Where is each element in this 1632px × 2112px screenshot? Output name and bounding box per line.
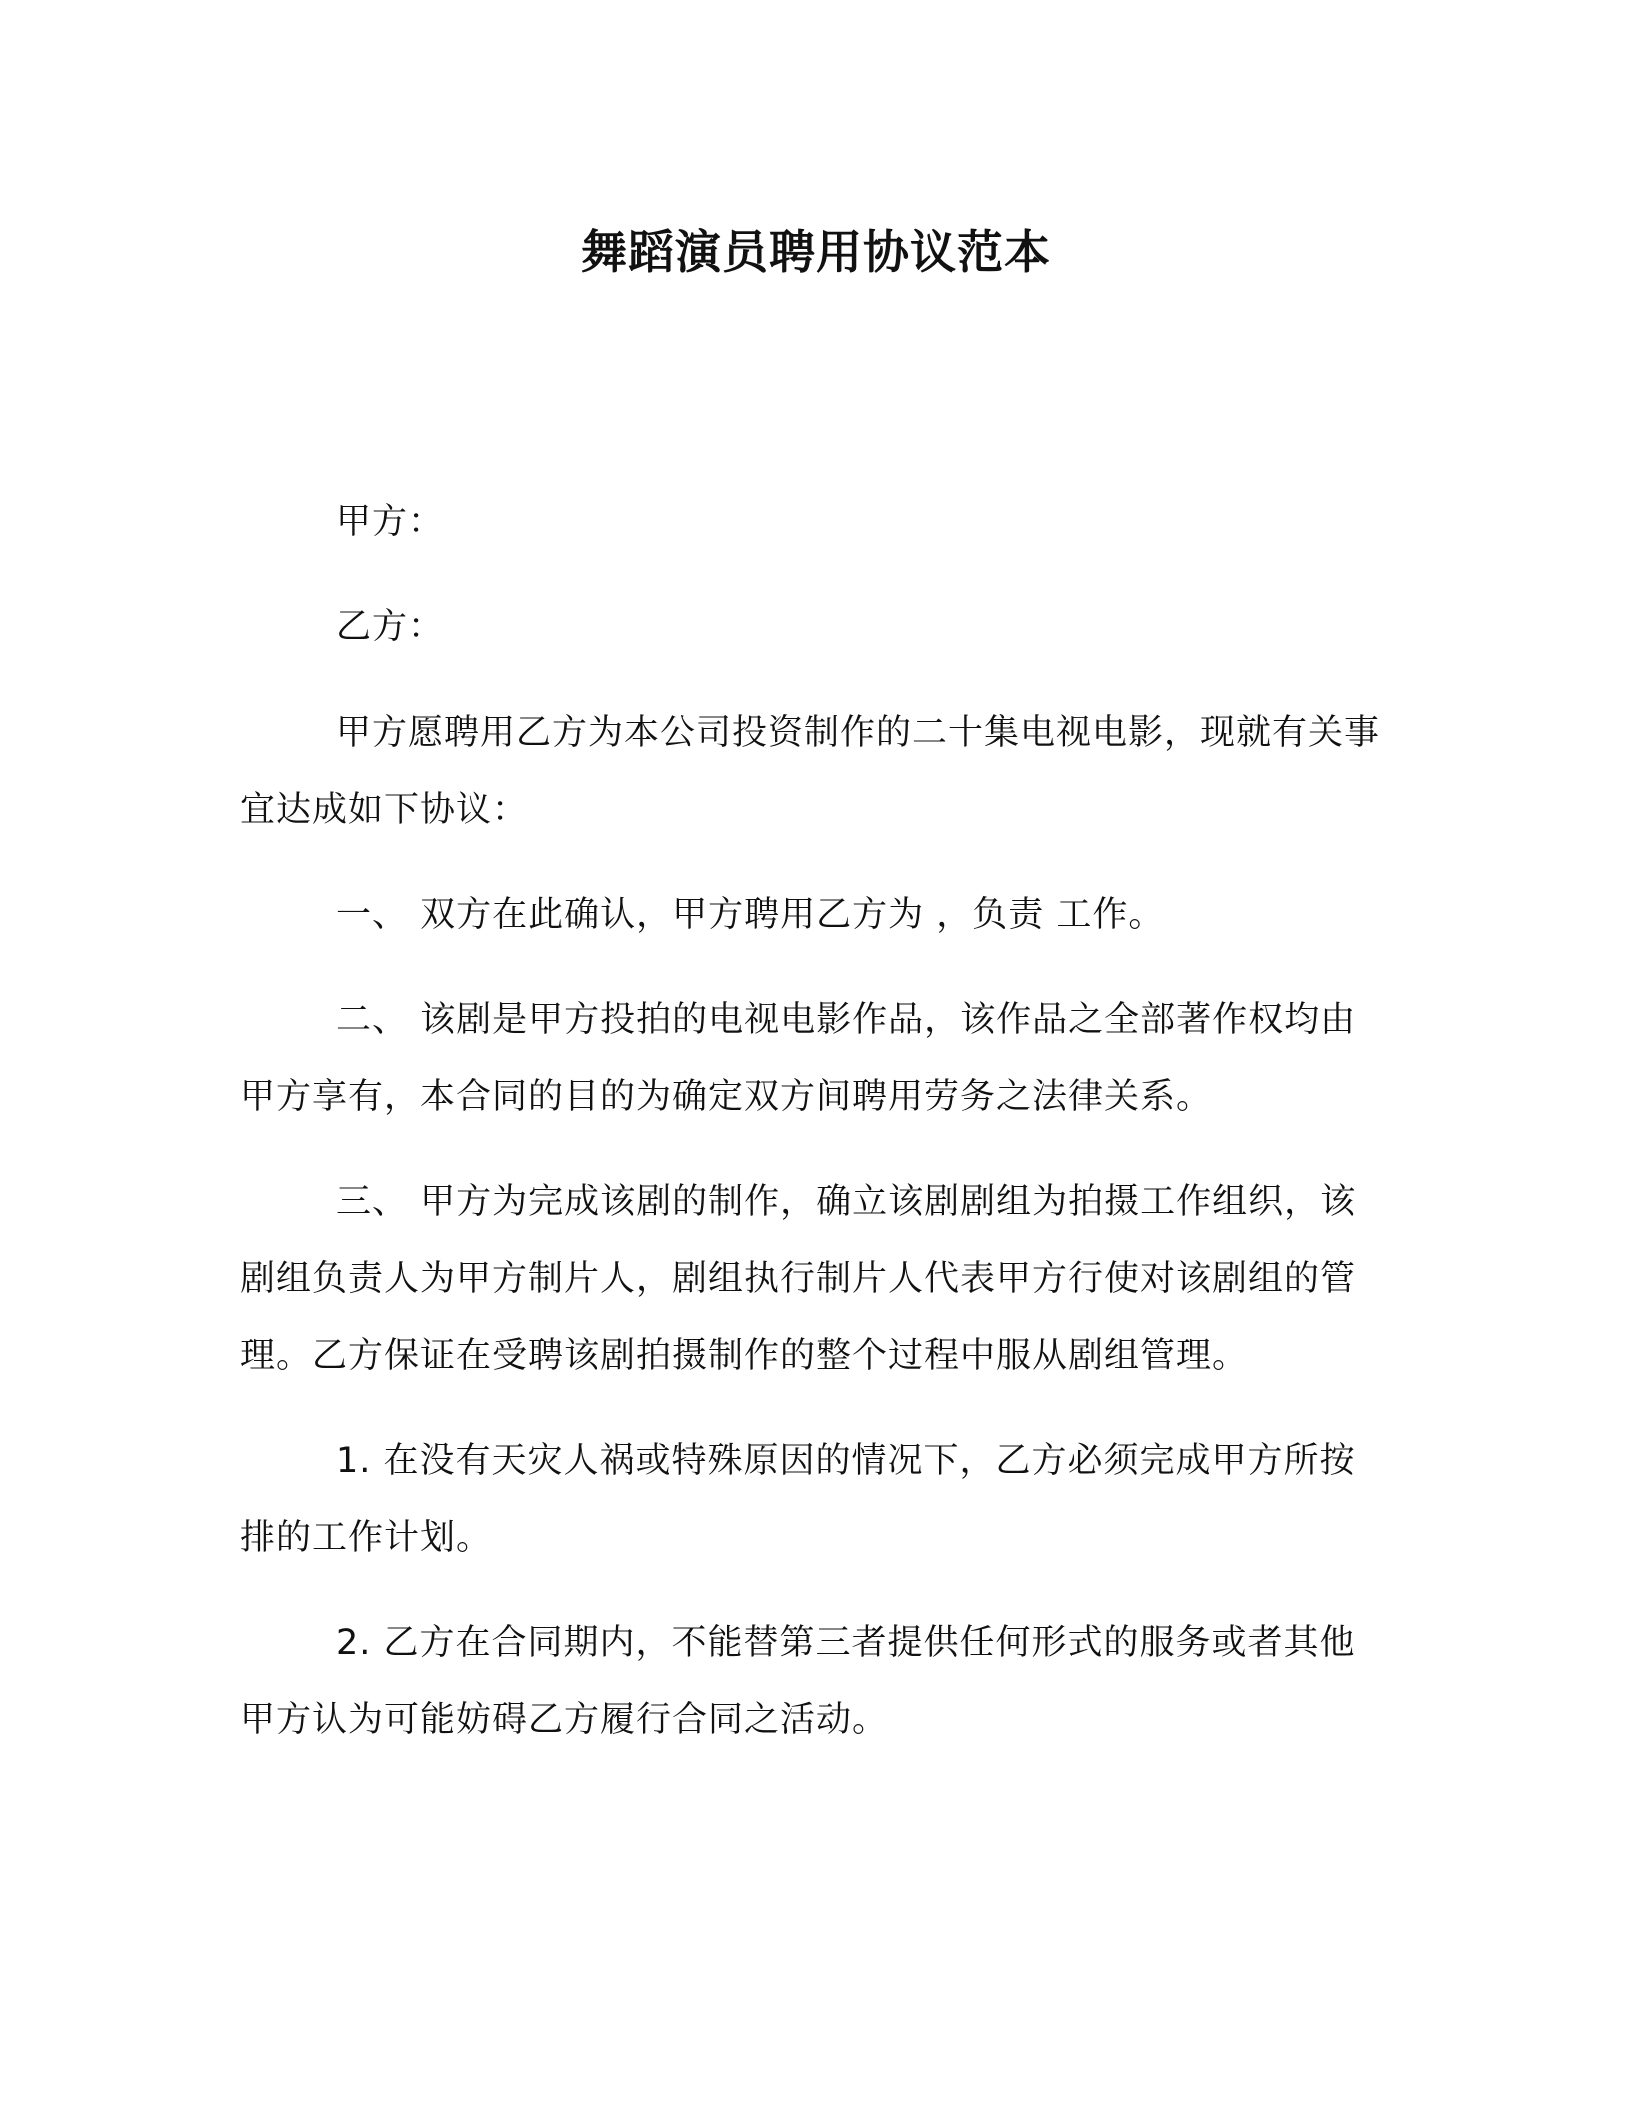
clause-3-item-1: 1. 在没有天灾人祸或特殊原因的情况下，乙方必须完成甲方所按排的工作计划。: [240, 1441, 1356, 1558]
document-title: 舞蹈演员聘用协议范本: [581, 225, 1051, 279]
party-b-line: [240, 589, 1390, 666]
intro-paragraph: 甲方愿聘用乙方为本公司投资制作的二十集电视电影，现就有关事宜达成如下协议：: [240, 713, 1381, 830]
clause-2: 二、 该剧是甲方投拍的电视电影作品，该作品之全部著作权均由甲方享有，本合同的目的为确定双方间聘用劳务之法律关系。: [240, 1000, 1357, 1117]
agreement-body: [240, 695, 1390, 1759]
party-b-label: 乙方：: [336, 607, 445, 647]
party-a-line: [240, 484, 1390, 561]
clause-3: 三、 甲方为完成该剧的制作，确立该剧剧组为拍摄工作组织，该剧组负责人为甲方制片人，剧组执行制片人代表甲方行使对该剧组的管理。乙方保证在受聘该剧拍摄制作的整个过程中服从剧组管理。: [240, 1182, 1357, 1376]
clause-1: 一、 双方在此确认，甲方聘用乙方为 ，负责 工作。: [336, 895, 1165, 935]
clause-3-item-2: 2. 乙方在合同期内，不能替第三者提供任何形式的服务或者其他甲方认为可能妨碍乙方履行合同之活动。: [240, 1623, 1356, 1740]
party-a-label: 甲方：: [336, 502, 445, 542]
